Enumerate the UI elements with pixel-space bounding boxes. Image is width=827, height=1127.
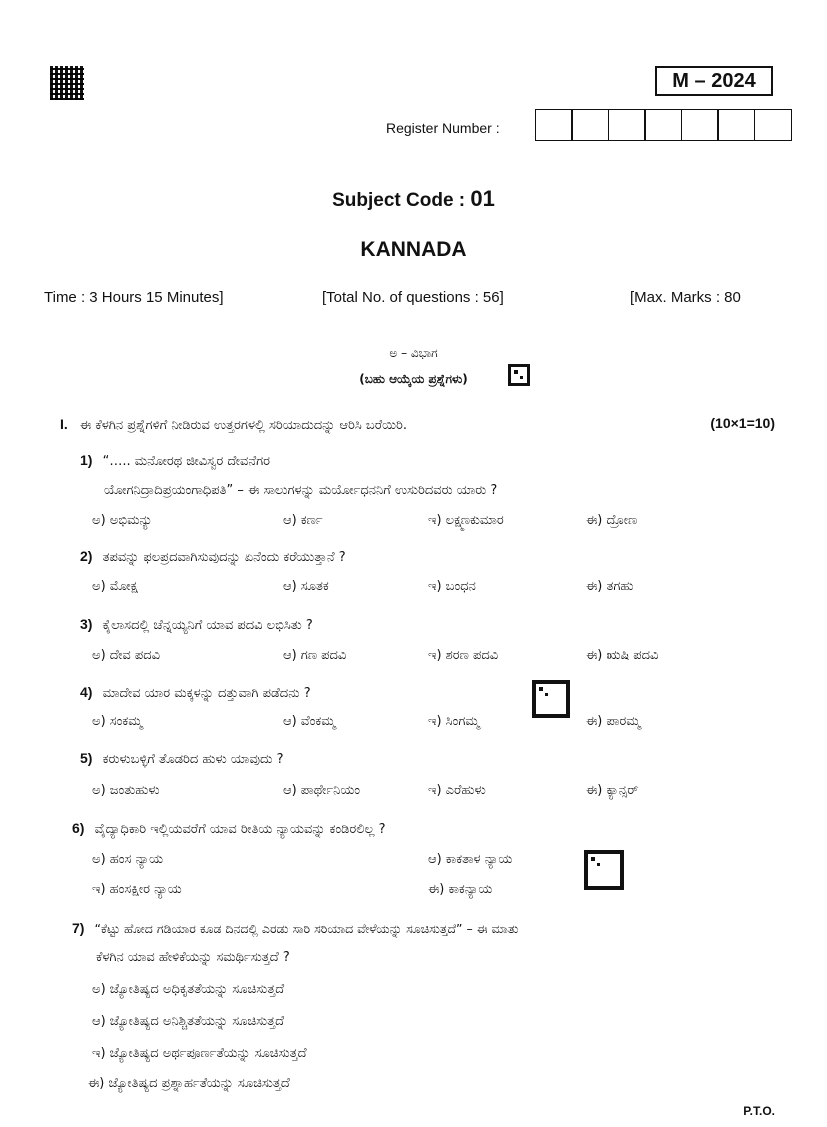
option-a[interactable]: ಅ) ಜಂತುಹುಳು xyxy=(92,783,160,798)
option-c[interactable]: ಇ) ಶರಣ ಪದವಿ xyxy=(428,648,499,663)
question-number: 3) xyxy=(80,616,93,632)
option-d[interactable]: ಈ) ಜ್ಯೋತಿಷ್ಯದ ಪ್ರಶ್ನಾರ್ಹತೆಯನ್ನು ಸೂಚಿಸುತ್ತದೆ xyxy=(88,1076,290,1091)
barcode-icon xyxy=(50,66,84,100)
register-digit-box[interactable] xyxy=(535,109,573,141)
register-digit-box[interactable] xyxy=(608,109,646,141)
question-2 xyxy=(80,548,346,565)
register-digit-box[interactable] xyxy=(571,109,609,141)
instruction-number: I. xyxy=(60,416,68,432)
section-marks: (10×1=10) xyxy=(710,415,775,431)
option-b[interactable]: ಆ) ಗಣ ಪದವಿ xyxy=(283,648,347,663)
page-turn-note: P.T.O. xyxy=(743,1104,775,1118)
option-a[interactable]: ಅ) ಸಂಕಮ್ಮ xyxy=(92,714,143,729)
register-number-label: Register Number : xyxy=(386,120,500,136)
option-d[interactable]: ಈ) ಋಷಿ ಪದವಿ xyxy=(586,648,659,663)
option-b[interactable]: ಆ) ಸೂತಕ xyxy=(283,579,329,594)
question-text: “….. ಮನೋರಥ ಜೀವಿಸ್ವರ ದೇವನೆಗರ xyxy=(102,454,271,469)
register-digit-box[interactable] xyxy=(717,109,755,141)
instruction-text: ಈ ಕೆಳಗಿನ ಪ್ರಶ್ನೆಗಳಿಗೆ ನೀಡಿರುವ ಉತ್ತರಗಳಲ್ಲಿ ಸರಿಯಾದುದನ್ನು ಆರಿಸಿ ಬರೆಯಿರಿ. xyxy=(79,418,408,433)
question-number: 6) xyxy=(72,820,85,836)
option-c[interactable]: ಇ) ಜ್ಯೋತಿಷ್ಯದ ಅರ್ಥಪೂರ್ಣತೆಯನ್ನು ಸೂಚಿಸುತ್ತದೆ xyxy=(92,1046,307,1061)
option-c[interactable]: ಇ) ಸಿಂಗಮ್ಮ xyxy=(428,714,480,729)
option-d[interactable]: ಈ) ದ್ರೋಣ xyxy=(586,513,638,528)
question-number: 5) xyxy=(80,750,93,766)
subject-code xyxy=(0,186,827,212)
register-digit-box[interactable] xyxy=(681,109,719,141)
section-title: ಅ – ವಿಭಾಗ xyxy=(389,346,438,360)
instruction xyxy=(60,416,407,433)
option-c[interactable]: ಇ) ಬಂಧನ xyxy=(428,579,476,594)
option-a[interactable]: ಅ) ಮೋಕ್ಷ xyxy=(92,579,138,594)
question-number: 4) xyxy=(80,684,93,700)
option-b[interactable]: ಆ) ಜ್ಯೋತಿಷ್ಯದ ಅನಿಶ್ಚಿತತೆಯನ್ನು ಸೂಚಿಸುತ್ತದೆ xyxy=(92,1014,285,1029)
option-d[interactable]: ಈ) ಪಾರಮ್ಮ xyxy=(586,714,641,729)
question-5 xyxy=(80,750,284,767)
question-text: ಕೈಲಾಸದಲ್ಲಿ ಚೆನ್ನಯ್ಯನಿಗೆ ಯಾವ ಪದವಿ ಲಭಿಸಿತು ? xyxy=(102,618,313,633)
question-text: ಕರುಳುಬಳ್ಳಿಗೆ ತೊಡರಿದ ಹುಳು ಯಾವುದು ? xyxy=(102,752,284,767)
question-text: ತಪವನ್ನು ಫಲಪ್ರದವಾಗಿಸುವುದನ್ನು ಏನೆಂದು ಕರೆಯುತ್ತಾನೆ ? xyxy=(102,550,346,565)
section-subtitle: (ಬಹು ಆಯ್ಕೆಯ ಪ್ರಶ್ನೆಗಳು) xyxy=(359,372,468,386)
question-text: ವೈದ್ಯಾಧಿಕಾರಿ ಇಲ್ಲಿಯವರೆಗೆ ಯಾವ ರೀತಿಯ ನ್ಯಾಯವನ್ನು ಕಂಡಿರಲಿಲ್ಲ ? xyxy=(94,822,386,837)
option-d[interactable]: ಈ) ಕಾಕನ್ಯಾಯ xyxy=(428,882,493,897)
exam-time: Time : 3 Hours 15 Minutes] xyxy=(44,289,224,306)
question-text: ಮಾದೇವ ಯಾರ ಮಕ್ಕಳನ್ನು ದತ್ತುವಾಗಿ ಪಡೆದನು ? xyxy=(102,686,311,701)
question-1 xyxy=(80,452,270,469)
question-number: 7) xyxy=(72,920,85,936)
subject-title: KANNADA xyxy=(360,238,467,261)
register-digit-box[interactable] xyxy=(644,109,682,141)
option-a[interactable]: ಅ) ಹಂಸ ನ್ಯಾಯ xyxy=(92,852,164,867)
question-number: 1) xyxy=(80,452,93,468)
option-c[interactable]: ಇ) ಹಂಸಕ್ಷೀರ ನ್ಯಾಯ xyxy=(92,882,182,897)
max-marks: [Max. Marks : 80 xyxy=(630,289,741,306)
question-number: 2) xyxy=(80,548,93,564)
option-b[interactable]: ಆ) ಪಾರ್ಥೇನಿಯಂ xyxy=(283,783,361,798)
question-text-line: ಯೋಗನಿದ್ರಾದಿಪ್ರಯಂಗಾಧಿಪತಿ” – ಈ ಸಾಲುಗಳನ್ನು ಮರ್ಯೋಧನನಿಗೆ ಉಸುರಿದವರು ಯಾರು ? xyxy=(104,483,498,498)
qr-code-icon xyxy=(508,364,530,386)
question-7 xyxy=(72,920,518,937)
option-c[interactable]: ಇ) ಎರೆಹುಳು xyxy=(428,783,486,798)
subject-code-label: Subject Code : xyxy=(332,190,471,211)
question-text-line: ಕೆಳಗಿನ ಯಾವ ಹೇಳಿಕೆಯನ್ನು ಸಮರ್ಥಿಸುತ್ತದೆ ? xyxy=(96,950,290,965)
option-b[interactable]: ಆ) ವೆಂಕಮ್ಮ xyxy=(283,714,336,729)
option-b[interactable]: ಆ) ಕರ್ಣ xyxy=(283,513,323,528)
question-text: “ಕೆಟ್ಟು ಹೋದ ಗಡಿಯಾರ ಕೂಡ ದಿನದಲ್ಲಿ ಎರಡು ಸಾರಿ ಸರಿಯಾದ ವೇಳೆಯನ್ನು ಸೂಚಿಸುತ್ತದೆ” – ಈ ಮಾತು xyxy=(94,921,519,936)
question-3 xyxy=(80,616,313,633)
option-a[interactable]: ಅ) ದೇವ ಪದವಿ xyxy=(92,648,161,663)
option-b[interactable]: ಆ) ಕಾಕತಾಳ ನ್ಯಾಯ xyxy=(428,852,513,867)
option-c[interactable]: ಇ) ಲಕ್ಷ್ಮಣಕುಮಾರ xyxy=(428,513,504,528)
total-questions: [Total No. of questions : 56] xyxy=(322,289,504,306)
question-6 xyxy=(72,820,386,837)
question-4 xyxy=(80,684,311,701)
option-a[interactable]: ಅ) ಜ್ಯೋತಿಷ್ಯದ ಅಧಿಕೃತತೆಯನ್ನು ಸೂಚಿಸುತ್ತದೆ xyxy=(92,982,285,997)
option-d[interactable]: ಈ) ಕ್ಯಾನ್ಸರ್ xyxy=(586,783,639,798)
qr-code-icon xyxy=(584,850,624,890)
paper-code: M – 2024 xyxy=(655,66,773,96)
register-number-boxes[interactable] xyxy=(536,109,792,141)
qr-code-icon xyxy=(532,680,570,718)
register-digit-box[interactable] xyxy=(754,109,792,141)
option-d[interactable]: ಈ) ತಗಹು xyxy=(586,579,634,594)
option-a[interactable]: ಅ) ಅಭಿಮನ್ಯು xyxy=(92,513,153,528)
subject-code-value: 01 xyxy=(470,186,495,211)
